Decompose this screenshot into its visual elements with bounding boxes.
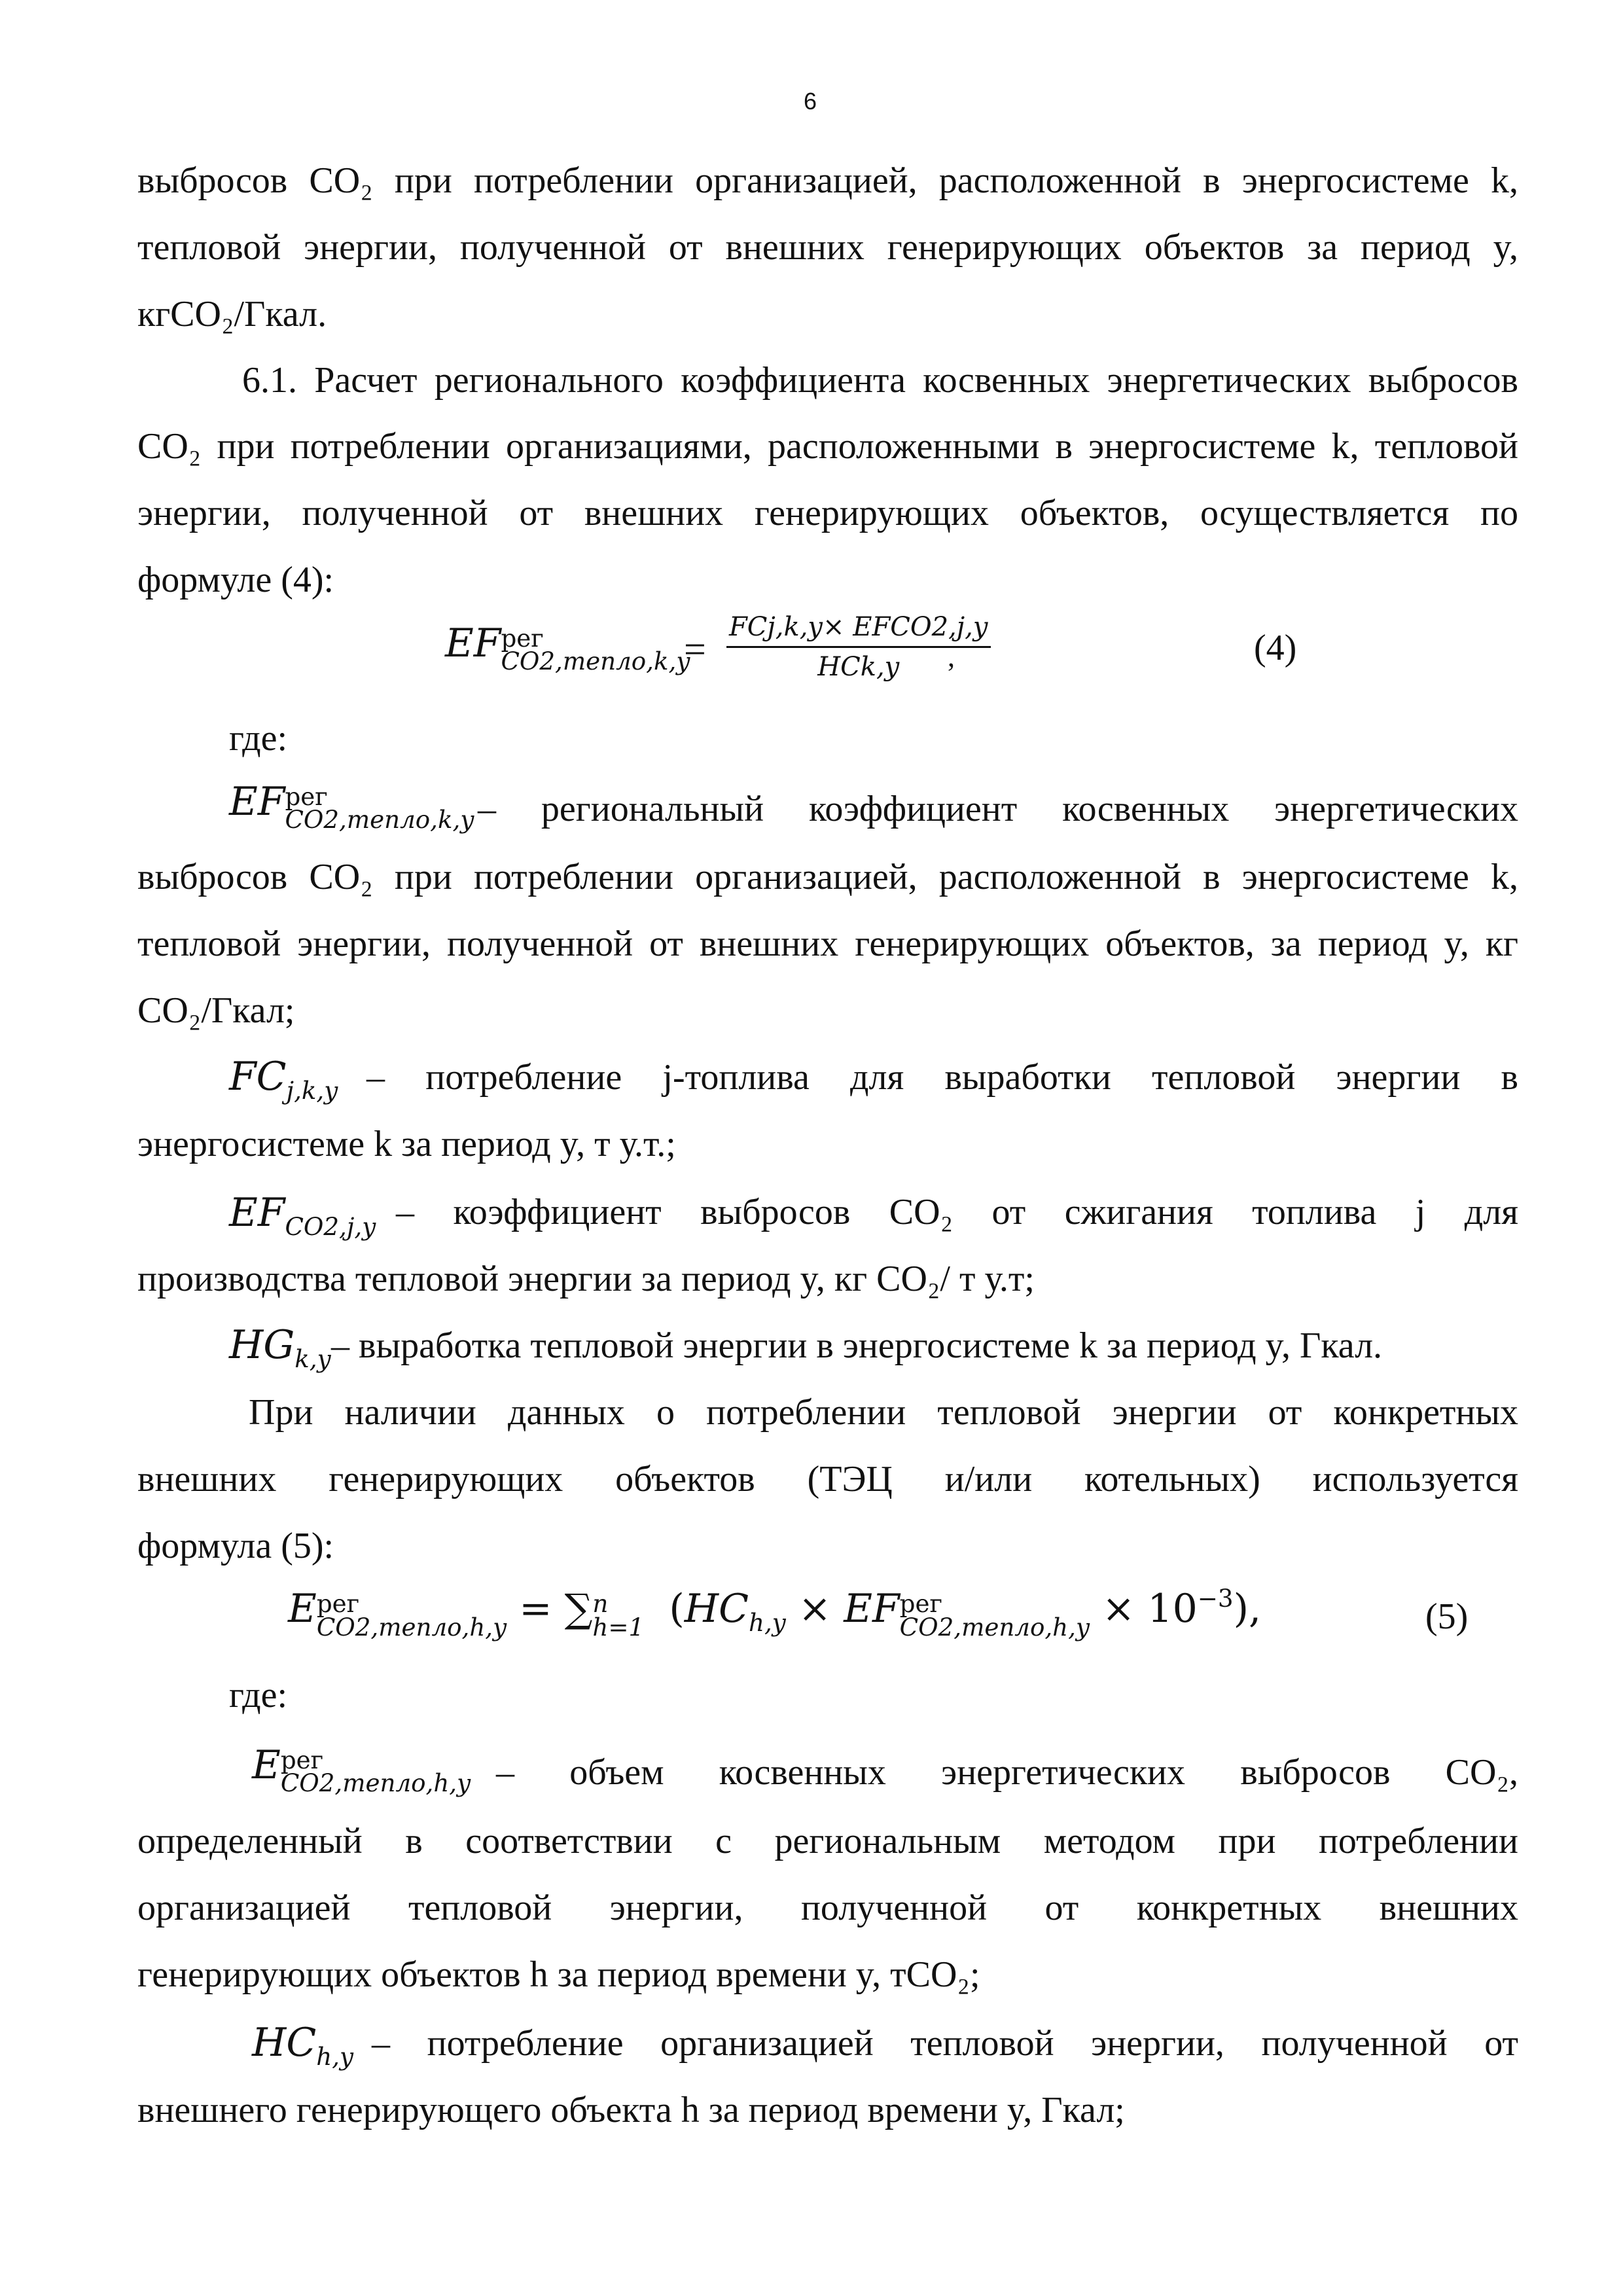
def-ef-reg-base: EF (229, 779, 285, 825)
def-e-reg-line-4: генерирующих объектов h за период времени y, тCO₂; (137, 1954, 980, 1995)
def-fc-line-1: – потребление j-топлива для выработки тепловой энергии в (366, 1057, 1518, 1098)
formula-5 (288, 1584, 1261, 1639)
formula-5-times-10: × 10 (1102, 1586, 1198, 1632)
def-hg-symbol (229, 1322, 331, 1373)
def-ef-reg-line-3: тепловой энергии, полученной от внешних генерирующих объектов, за период y, кг (137, 924, 1518, 964)
def-ef-reg-symbol (229, 779, 474, 832)
def-fc-sub: j,k,y (286, 1076, 338, 1105)
formula-5-lhs-sub: CO2,тепло,h,y (316, 1612, 507, 1641)
formula-5-lhs-base: E (288, 1586, 317, 1632)
def-e-reg-line-1: – объем косвенных энергетических выбросов CO₂, (496, 1752, 1518, 1793)
intro-line-1: выбросов CO₂ при потреблении организацией, расположенной в энергосистеме k, (137, 160, 1518, 201)
para-61-line-3: энергии, полученной от внешних генерирующих объектов, осуществляется по (137, 493, 1518, 533)
def-e-reg-line-2: определенный в соответствии с региональным методом при потреблении (137, 1821, 1518, 1861)
def-hc-base: HC (252, 2020, 317, 2066)
page-number: 6 (804, 88, 817, 115)
formula-5-close-paren: ), (1233, 1586, 1262, 1632)
def-e-reg-sub: CO2,тепло,h,y (280, 1768, 471, 1798)
para-61-line-1: 6.1. Расчет регионального коэффициента косвенных энергетических выбросов (242, 360, 1518, 401)
formula-5-open-paren: ( (669, 1586, 685, 1632)
para-data-line-3: формула (5): (137, 1526, 334, 1566)
def-ef-co2-base: EF (229, 1190, 285, 1236)
def-e-reg-base: E (252, 1742, 281, 1788)
def-hc-line-1: – потребление организацией тепловой энергии, полученной от (372, 2023, 1518, 2064)
intro-line-2: тепловой энергии, полученной от внешних генерирующих объектов за период y, (137, 227, 1518, 268)
para-61-line-2: CO₂ при потреблении организациями, расположенными в энергосистеме k, тепловой (137, 426, 1518, 467)
def-ef-co2-line-2: производства тепловой энергии за период y, кг CO₂/ т у.т; (137, 1259, 1035, 1299)
def-fc-base: FC (229, 1054, 287, 1100)
formula-5-times: × (798, 1586, 832, 1632)
formula-5-sum-sub: h=1 (592, 1612, 645, 1641)
formula-5-hc-base: HC (684, 1586, 749, 1632)
where-label-2: где: (229, 1675, 288, 1715)
def-e-reg-line-3: организацией тепловой энергии, полученной от конкретных внешних (137, 1888, 1518, 1928)
para-61-line-4: формуле (4): (137, 560, 334, 600)
def-e-reg-sup: рег (280, 1746, 324, 1775)
formula-5-ef-sup: рег (899, 1589, 942, 1619)
def-ef-reg-sub: CO2,тепло,k,y (285, 805, 474, 834)
def-ef-co2-line-1: – коэффициент выбросов CO₂ от сжигания топлива j для (396, 1192, 1518, 1232)
intro-line-3: кгCO₂/Гкал. (137, 294, 327, 334)
def-ef-reg-sup: рег (285, 782, 328, 812)
para-data-line-1: При наличии данных о потреблении тепловой энергии от конкретных (249, 1392, 1518, 1433)
def-ef-reg-line-2: выбросов CO₂ при потреблении организацией, расположенной в энергосистеме k, (137, 857, 1518, 897)
formula-5-sum: ∑ (564, 1586, 593, 1632)
def-ef-reg-line-1: – региональный коэффициент косвенных энергетических (478, 789, 1518, 829)
formula-4-numerator: FCj,k,y× EFCO2,j,y (726, 612, 991, 648)
def-fc-line-2: энергосистеме k за период y, т у.т.; (137, 1124, 676, 1164)
formula-5-number: (5) (1425, 1596, 1469, 1637)
def-hc-sub: h,y (316, 2042, 354, 2072)
def-hg-base: HG (229, 1322, 295, 1368)
def-fc-symbol (229, 1054, 338, 1105)
def-hg-line-1: – выработка тепловой энергии в энергосистеме k за период y, Гкал. (331, 1325, 1383, 1366)
def-hg-sub: k,y (294, 1344, 331, 1374)
def-e-reg-symbol (252, 1742, 471, 1798)
def-ef-co2-sub: CO2,j,y (285, 1212, 376, 1242)
formula-5-ef-sub: CO2,тепло,h,y (899, 1612, 1090, 1641)
formula-5-exponent: −3 (1197, 1584, 1234, 1613)
formula-4-number: (4) (1254, 628, 1297, 668)
formula-5-sum-sup: n (592, 1589, 609, 1619)
def-ef-reg-line-4: CO₂/Гкал; (137, 990, 295, 1031)
formula-5-equals: = (519, 1586, 552, 1632)
formula-4-comma: , (948, 641, 955, 673)
def-hc-symbol (252, 2020, 353, 2071)
formula-4-lhs (445, 620, 690, 676)
where-label-1: где: (229, 718, 288, 759)
formula-4-lhs-sub: CO2,тепло,k,y (501, 647, 690, 676)
formula-4-denominator: HCk,y (817, 652, 900, 682)
def-hc-line-2: внешнего генерирующего объекта h за период времени y, Гкал; (137, 2090, 1125, 2130)
formula-5-ef-base: EF (844, 1586, 900, 1632)
formula-4-equals: = (684, 628, 706, 671)
formula-5-lhs-sup: рег (316, 1589, 360, 1619)
def-ef-co2-symbol (229, 1190, 376, 1241)
formula-4-lhs-sup: рег (501, 624, 544, 653)
para-data-line-2: внешних генерирующих объектов (ТЭЦ и/или котельных) используется (137, 1459, 1518, 1499)
formula-5-hc-sub: h,y (749, 1608, 786, 1638)
formula-4-lhs-base: EF (445, 620, 501, 666)
